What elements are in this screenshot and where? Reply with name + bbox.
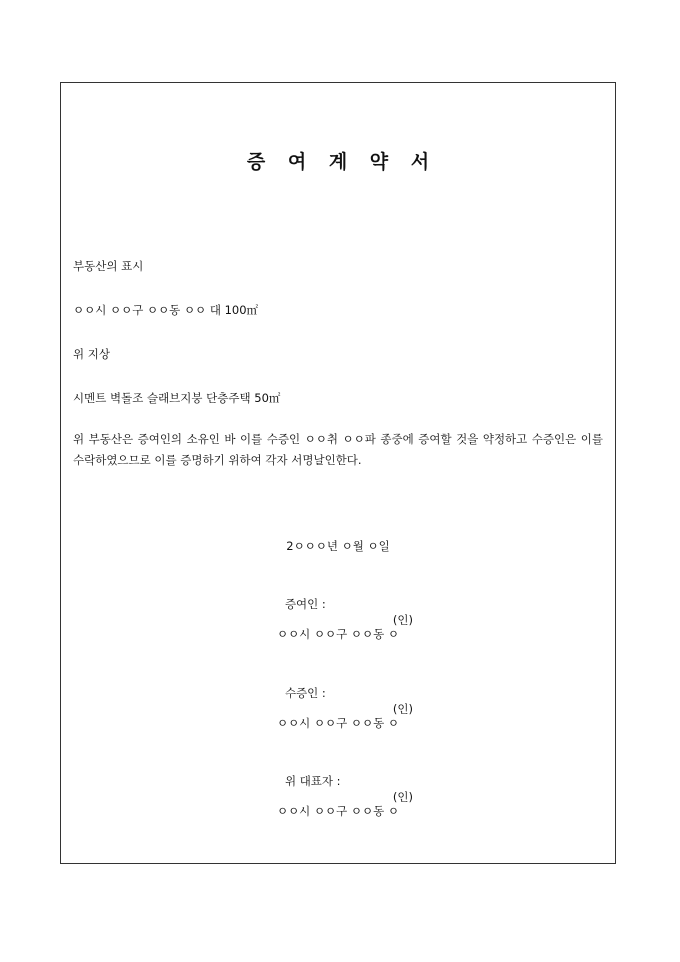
title-char: 증 [246,151,266,173]
title-char: 여 [287,151,307,173]
building-description: 시멘트 벽돌조 슬래브지붕 단층주택 50㎡ [73,391,281,405]
donor-label: 증여인 : [284,597,326,611]
document-title [61,147,615,174]
donor-seal: (인) [392,613,413,627]
agreement-paragraph: 위 부동산은 증여인의 소유인 바 이를 수증인 ㅇㅇ취 ㅇㅇ파 종중에 증여할 것을 약정하고 수증인은 이를 수락하였으므로 이를 증명하기 위하여 각자 서명날인한다. [73,432,603,467]
land-description: ㅇㅇ시 ㅇㅇ구 ㅇㅇ동 ㅇㅇ 대 100㎡ [73,303,259,317]
property-heading: 부동산의 표시 [73,259,144,273]
document-frame [60,82,616,864]
contract-date: 2ㅇㅇㅇ년 ㅇ월 ㅇ일 [286,539,390,553]
title-char: 약 [369,151,389,173]
donee-seal: (인) [392,702,413,716]
title-char: 서 [410,151,430,173]
representative-address: ㅇㅇ시 ㅇㅇ구 ㅇㅇ동 ㅇ [276,804,400,818]
donee-address: ㅇㅇ시 ㅇㅇ구 ㅇㅇ동 ㅇ [276,716,400,730]
representative-label: 위 대표자 : [284,774,341,788]
donor-address: ㅇㅇ시 ㅇㅇ구 ㅇㅇ동 ㅇ [276,627,400,641]
title-char: 계 [328,151,348,173]
above-ground-label: 위 지상 [73,347,110,361]
donee-label: 수증인 : [284,686,326,700]
representative-seal: (인) [392,790,413,804]
